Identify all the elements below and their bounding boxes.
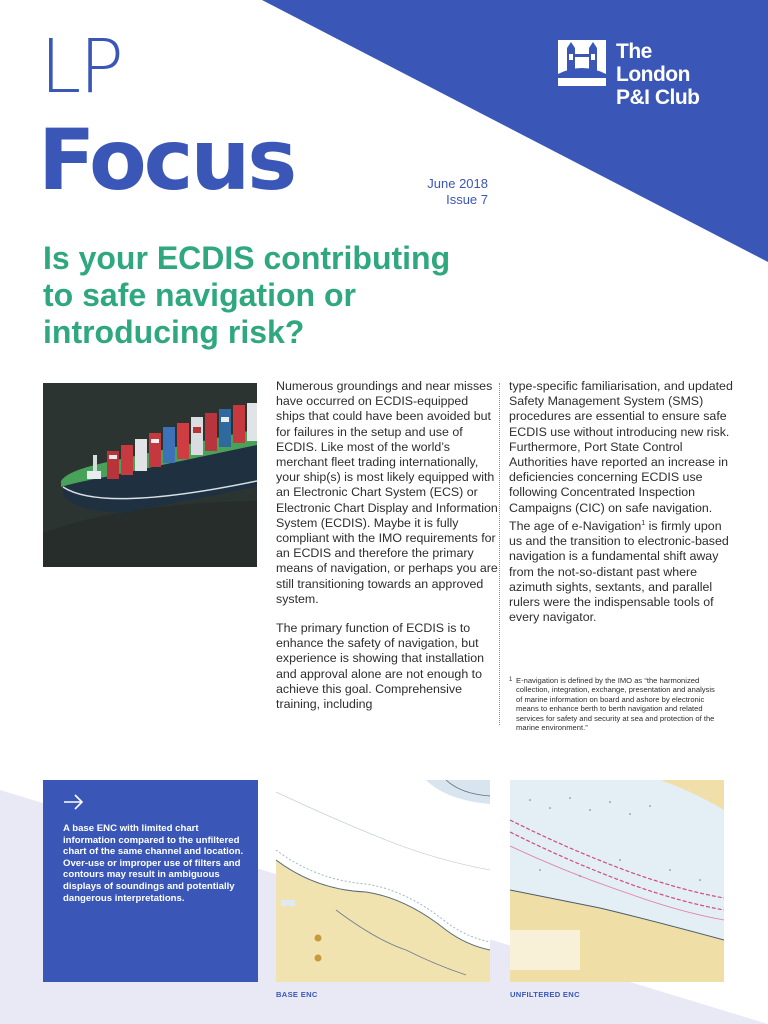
body-column-2 — [509, 379, 733, 639]
caption-box — [43, 780, 258, 982]
masthead-focus: Focus — [38, 111, 295, 209]
issue-number: Issue 7 — [446, 192, 488, 207]
body-text: is firmly upon us and the transition to electronic-based navigation is a fundamental shift away from the not-so-distant past where azimuth sights, sextants, and parallel rulers were the indispensable tools of every navigator. — [509, 518, 729, 625]
date-text: June 2018 — [427, 176, 488, 191]
unfiltered-enc-chart — [510, 780, 724, 982]
logo-line-3: P&I Club — [616, 86, 700, 109]
base-enc-chart — [276, 780, 490, 982]
body-text: type-specific familiarisation, and updated Safety Management System (SMS) procedures are essential to ensure safe ECDIS use without introducing new risk. Furthermore, Port State Control Authorities have reported an increase in deficiencies concerning ECDIS use following Concentrated Inspection Campaigns (CIC) on safe navigation. The age of e-Navigation — [509, 379, 733, 533]
body-paragraph — [509, 379, 733, 625]
logo-line-2: London — [616, 63, 690, 86]
body-column-1 — [276, 379, 498, 726]
base-enc-label: BASE ENC — [276, 990, 318, 999]
headline-line-2: to safe navigation or — [43, 277, 356, 313]
article-headline — [43, 240, 543, 351]
arrow-right-icon — [63, 794, 85, 810]
container-ship-photo — [43, 383, 257, 567]
headline-line-3: introducing risk? — [43, 314, 305, 350]
caption-text: A base ENC with limited chart information compared to the unfiltered chart of the same channel and location. Over-use or improper use of filters and contours may result in ambiguous displays of soundings and potentially dangerous interpretations. — [63, 823, 244, 904]
footnote-text: E-navigation is defined by the IMO as “the harmonized collection, integration, exchange, presentation and analysis of marine information on board and ashore by electronic means to enhance berth to berth navigation and related services for safety and security at sea and protection of the marine environment.” — [516, 676, 715, 733]
masthead-lp: LP — [40, 24, 122, 110]
footnote — [509, 676, 719, 732]
column-divider — [499, 383, 500, 725]
tower-bridge-icon — [558, 40, 606, 86]
body-paragraph: The primary function of ECDIS is to enhance the safety of navigation, but experience is showing that installation and approval alone are not enough to achieve this goal. Comprehensive training, including — [276, 621, 485, 712]
issue-date — [400, 176, 488, 208]
london-pi-club-logo — [558, 40, 700, 109]
footnote-number: 1 — [509, 677, 513, 683]
unfiltered-enc-label: UNFILTERED ENC — [510, 990, 580, 999]
logo-line-1: The — [616, 40, 652, 63]
logo-wordmark — [616, 40, 700, 109]
body-paragraph: Numerous groundings and near misses have occurred on ECDIS-equipped ships that could have been avoided but for failures in the setup and use of ECDIS. Like most of the world’s merchant fleet trading internationally, your ship(s) is most likely equipped with an Electronic Chart System (ECS) or Electronic Chart Display and Information System (ECDIS). Maybe it is fully compliant with the IMO requirements for an ECDIS and therefore the primary means of navigation, or perhaps you are still transitioning towards an approved system. — [276, 379, 498, 606]
footnote-ref: 1 — [641, 519, 646, 527]
headline-line-1: Is your ECDIS contributing — [43, 240, 451, 276]
